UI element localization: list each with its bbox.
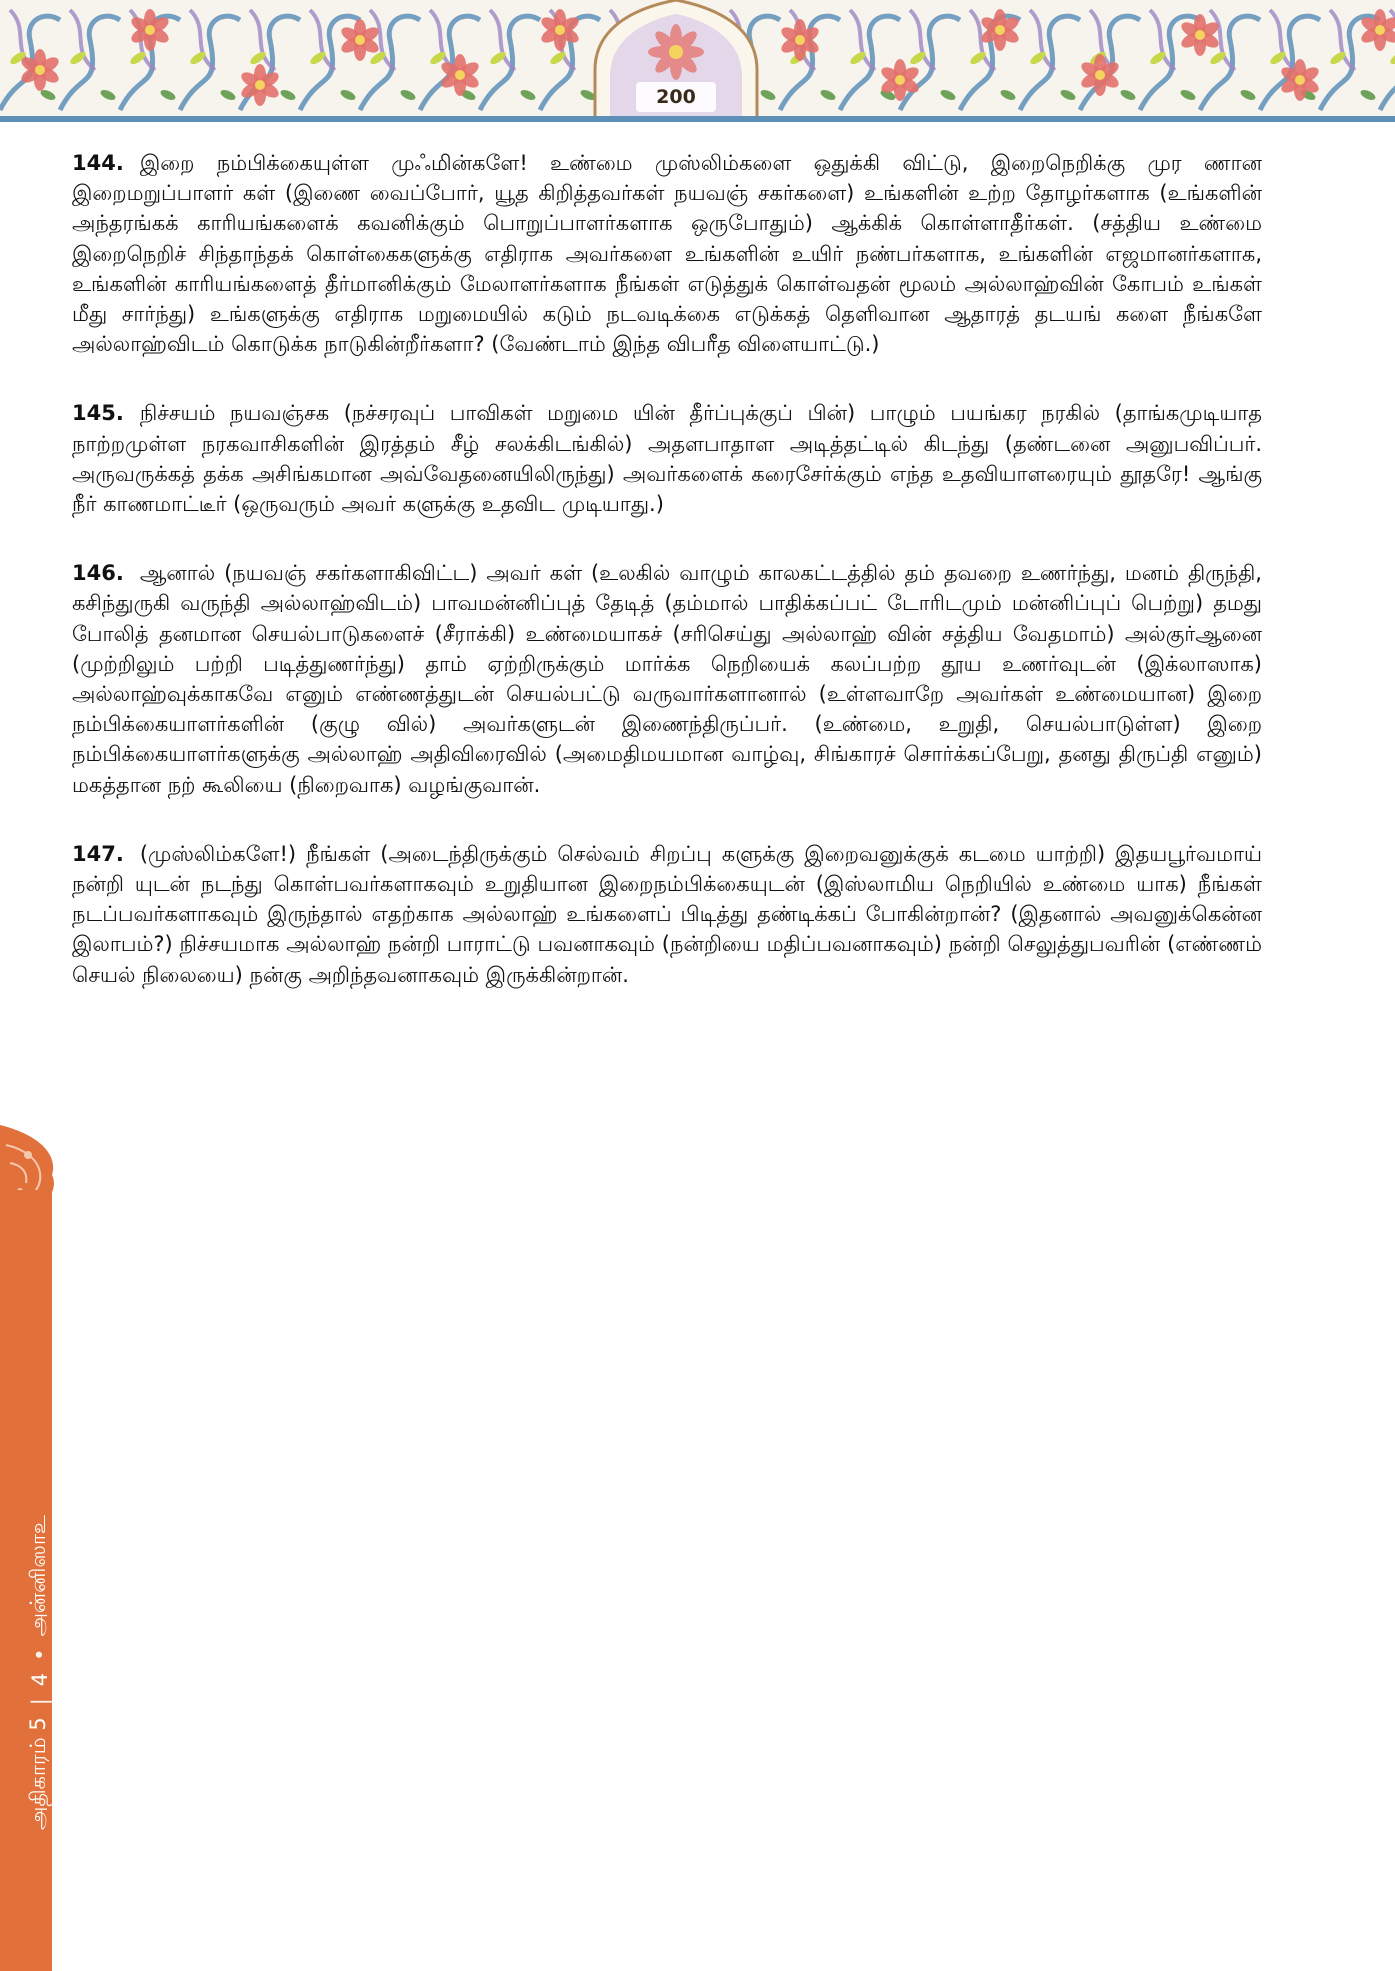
verse-number: 146.	[72, 561, 124, 586]
chapter-side-label	[26, 1515, 53, 1830]
verse-number: 145.	[72, 401, 124, 426]
surah-label: அன்னிஸாஉ	[26, 1515, 50, 1637]
page-number: 200	[656, 86, 696, 108]
verse-text: நிச்சயம் நயவஞ்சக (நச்சரவுப் பாவிகள் மறுமை யின் தீர்ப்புக்குப் பின்) பாழும் பயங்கர நரகில் (தாங்கமுடியாத நாற்றமுள்ள நரகவாசிகளின் இரத்தம் சீழ் சலக்கிடங்கில்) அதளபாதாள அடித்தட்டில் கிடந்து (தண்டனை அனுபவிப்பர். அருவருக்கத் தக்க அசிங்கமான அவ்வேதனையிலிருந்து) அவர்களைக் கரைசேர்க்கும் எந்த உதவியாளரையும் தூதரே! ஆங்கு நீர் காணமாட்டீர் (ஒருவரும் அவர் களுக்கு உதவிட முடியாது.)	[72, 401, 1262, 517]
floral-header-banner	[0, 0, 1395, 122]
verse-content	[72, 148, 1262, 1029]
verse-number: 147.	[72, 841, 124, 866]
verse-text: இறை நம்பிக்கையுள்ள முஃமின்களே! உண்மை முஸ்லிம்களை ஒதுக்கி விட்டு, இறைநெறிக்கு முர ணான இறைமறுப்பாளர் கள் (இணை வைப்போர், யூத கிறித்தவர்கள் நயவஞ் சகர்களை) உங்களின் உற்ற தோழர்களாக (உங்களின் அந்தரங்கக் காரியங்களைக் கவனிக்கும் பொறுப்பாளர்களாக ஒருபோதும்) ஆக்கிக் கொள்ளாதீர்கள். (சத்திய உண்மை இறைநெறிச் சிந்தாந்தக் கொள்கைகளுக்கு எதிராக அவர்களை உங்களின் உயிர் நண்பர்களாக, உங்களின் எஜமானர்களாக, உங்களின் காரியங்களைத் தீர்மானிக்கும் மேலாளர்களாக நீங்கள் எடுத்துக் கொள்வதன் மூலம் அல்லாஹ்வின் கோபம் உங்கள் மீது சார்ந்து) உங்களுக்கு எதிராக மறுமையில் கடும் நடவடிக்கை எடுக்கத் தெளிவான ஆதாரத் தடயங் களை நீங்களே அல்லாஹ்விடம் கொடுக்க நாடுகின்றீர்களா? (வேண்டாம் இந்த விபரீத விளையாட்டு.)	[72, 151, 1262, 357]
part-label: 4	[27, 1672, 52, 1687]
verse-text: (முஸ்லிம்களே!) நீங்கள் (அடைந்திருக்கும் செல்வம் சிறப்பு களுக்கு இறைவனுக்குக் கடமை யாற்றி) இதயபூர்வமாய் நன்றி யுடன் நடந்து கொள்பவர்களாகவும் உறுதியான இறைநம்பிக்கையுடன் (இஸ்லாமிய நெறியில் உண்மை யாக) நீங்கள் நடப்பவர்களாகவும் இருந்தால் எதற்காக அல்லாஹ் உங்களைப் பிடித்து தண்டிக்கப் போகின்றான்? (இதனால் அவனுக்கென்ன இலாபம்?) நிச்சயமாக அல்லாஹ் நன்றி பாராட்டு பவனாகவும் (நன்றியை மதிப்பவனாகவும்) நன்றி செலுத்துபவரின் (எண்ணம் செயல் நிலையை) நன்கு அறிந்தவனாகவும் இருக்கின்றான்.	[72, 841, 1262, 987]
chapter-label: அதிகாரம் 5	[26, 1717, 50, 1830]
verse-text: ஆனால் (நயவஞ் சகர்களாகிவிட்ட) அவர் கள் (உலகில் வாழும் காலகட்டத்தில் தம் தவறை உணர்ந்து, மனம் திருந்தி, கசிந்துருகி வருந்தி அல்லாஹ்விடம்) பாவமன்னிப்புத் தேடித் (தம்மால் பாதிக்கப்பட் டோரிடமும் மன்னிப்புப் பெற்று) தமது போலித் தனமான செயல்பாடுகளைச் (சீராக்கி) உண்மையாகச் (சரிசெய்து அல்லாஹ் வின் சத்திய வேதமாம்) அல்குர்ஆனை (முற்றிலும் பற்றி படித்துணர்ந்து) தாம் ஏற்றிருக்கும் மார்க்க நெறியைக் கலப்பற்ற தூய உணர்வுடன் (இக்லாஸாக) அல்லாஹ்வுக்காகவே எனும் எண்ணத்துடன் செயல்பட்டு வருவார்களானால் (உள்ளவாறே அவர்கள் உண்மையான) இறை நம்பிக்கையாளர்களின் (குழு வில்) அவர்களுடன் இணைந்திருப்பர். (உண்மை, உறுதி, செயல்பாடுள்ள) இறை நம்பிக்கையாளர்களுக்கு அல்லாஹ் அதிவிரைவில் (அமைதிமயமான வாழ்வு, சிங்காரச் சொர்க்கப்பேறு, தனது திருப்தி எனும்) மகத்தான நற் கூலியை (நிறைவாக) வழங்குவான்.	[72, 561, 1262, 797]
verse-paragraph	[72, 398, 1262, 519]
verse-paragraph	[72, 148, 1262, 359]
banner-bottom-border	[0, 116, 1395, 122]
separator-bar: |	[27, 1698, 52, 1706]
verse-number: 144.	[72, 151, 124, 175]
verse-paragraph	[72, 558, 1262, 800]
verse-paragraph	[72, 839, 1262, 990]
separator-dot: •	[27, 1648, 52, 1661]
